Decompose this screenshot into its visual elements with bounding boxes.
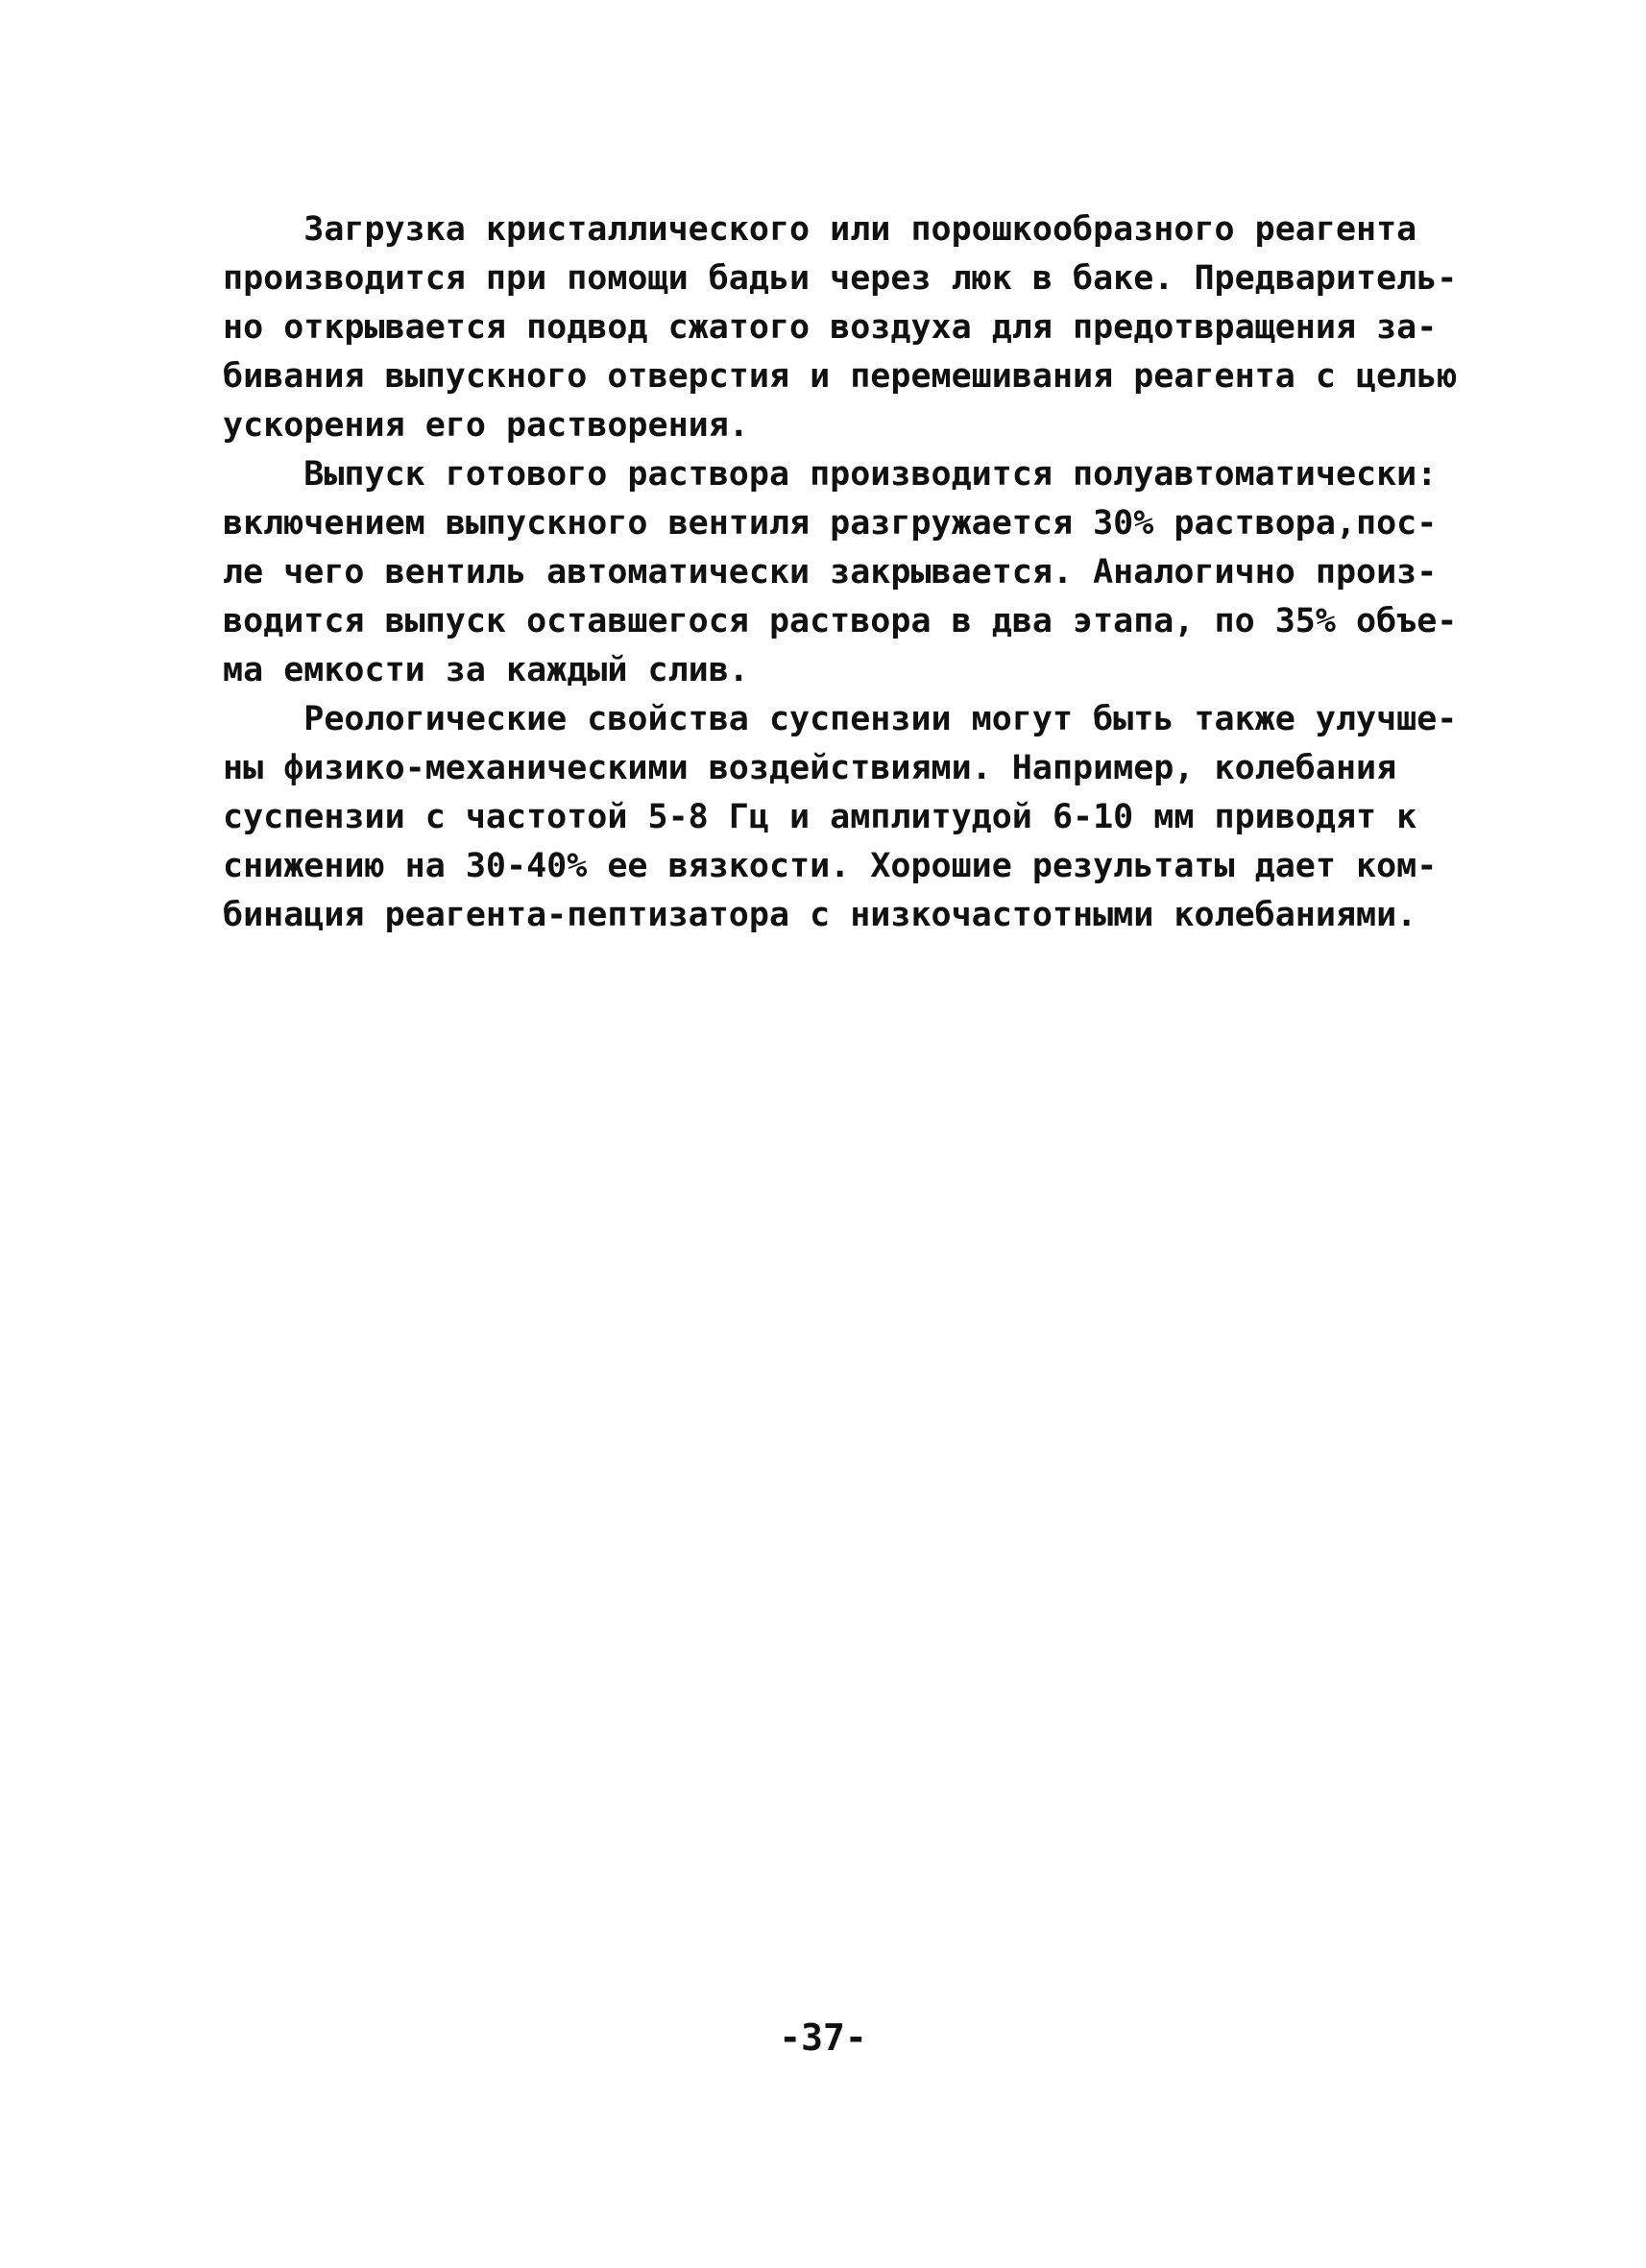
paragraph-2 (223, 450, 1458, 695)
text-line: Выпуск готового раствора производится полуавтоматически: (223, 455, 1438, 494)
text-line: ма емкости за каждый слив. (223, 651, 749, 689)
text-line: ускорения его растворения. (223, 406, 749, 445)
text-line: бивания выпускного отверстия и перемешивания реагента с целью (223, 357, 1458, 396)
paragraph-3 (223, 695, 1458, 940)
text-line: ле чего вентиль автоматически закрывается. Аналогично произ- (223, 553, 1438, 591)
text-line: ны физико-механическими воздействиями. Например, колебания (223, 749, 1397, 787)
text-line: бинация реагента-пептизатора с низкочастотными колебаниями. (223, 896, 1417, 934)
text-line: но открывается подвод сжатого воздуха для предотвращения за- (223, 308, 1438, 347)
text-line: Загрузка кристаллического или порошкообразного реагента (223, 210, 1417, 249)
text-line: снижению на 30-40% ее вязкости. Хорошие результаты дает ком- (223, 847, 1438, 885)
text-line: водится выпуск оставшегося раствора в два этапа, по 35% объе- (223, 602, 1458, 640)
paragraph-1 (223, 205, 1458, 450)
text-line: включением выпускного вентиля разгружается 30% раствора,пос- (223, 504, 1438, 543)
text-line: производится при помощи бадьи через люк в баке. Предваритель- (223, 259, 1458, 298)
body-text (223, 205, 1458, 940)
page-number: -37- (779, 2016, 867, 2059)
text-line: суспензии с частотой 5-8 Гц и амплитудой 6-10 мм приводят к (223, 798, 1417, 836)
text-line: Реологические свойства суспензии могут быть также улучше- (223, 700, 1458, 738)
